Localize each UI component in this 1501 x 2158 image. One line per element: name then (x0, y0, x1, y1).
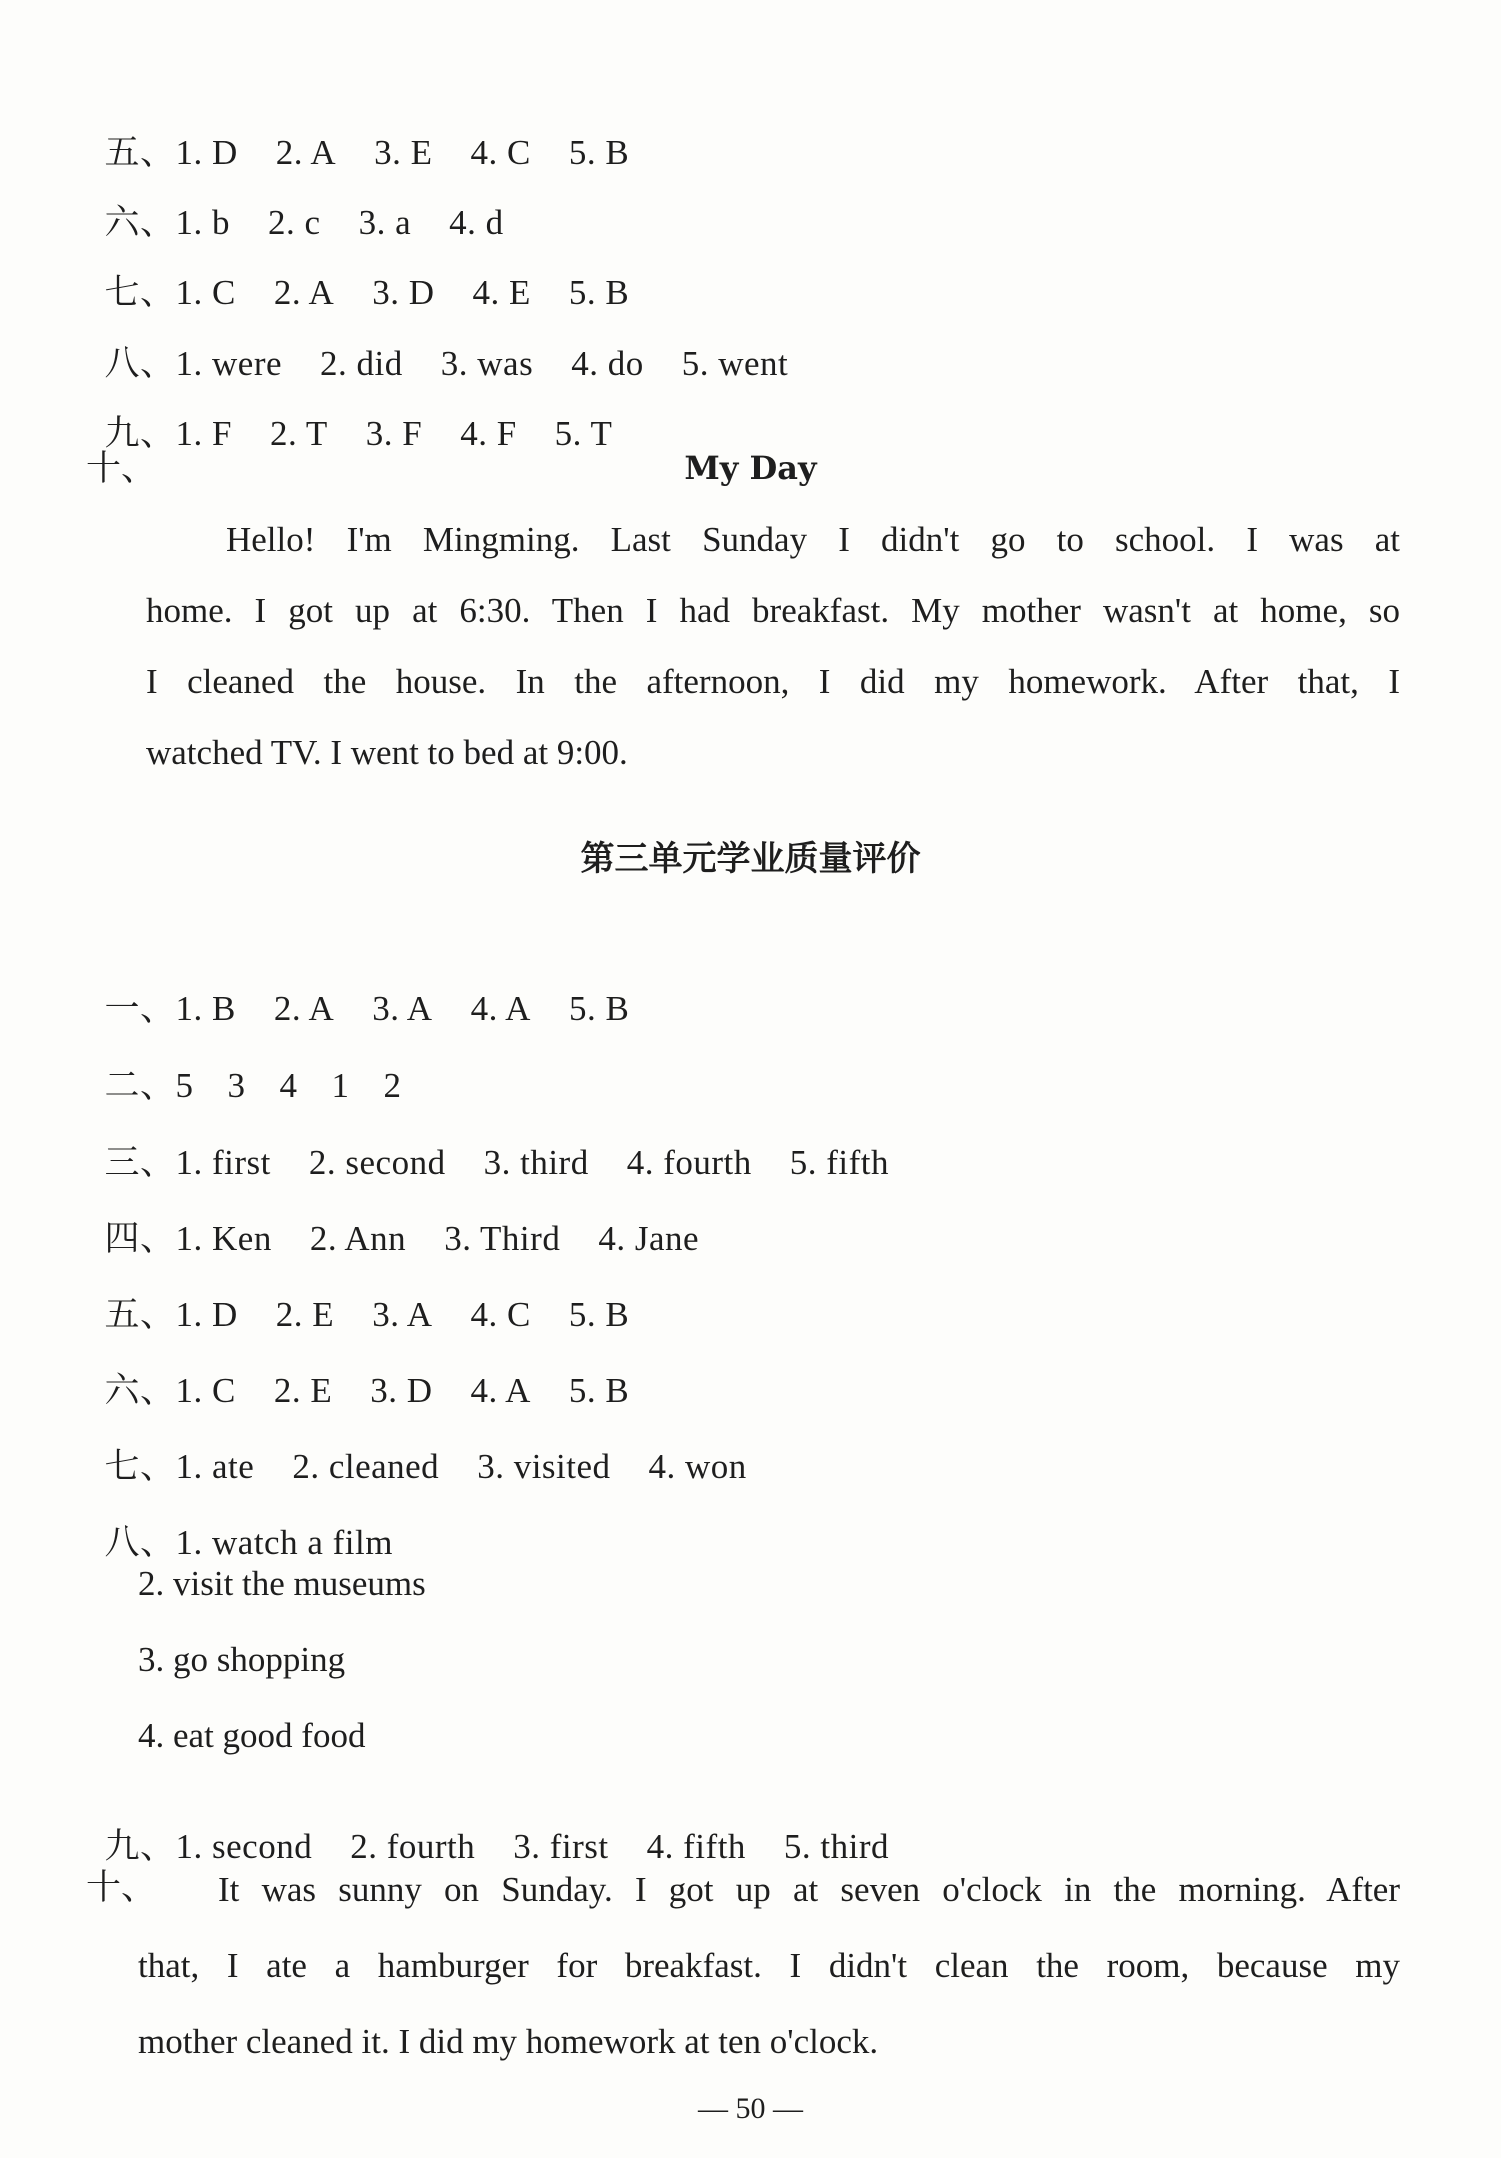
essay-line: home. I got up at 6:30. Then I had breakfast. My mother wasn't at home, so (146, 591, 1400, 630)
answer-item: 2. E (273, 1371, 333, 1410)
question-label: 九、 (104, 414, 176, 453)
answer-row-u3-q3 (86, 1110, 889, 1180)
essay-line: Hello! I'm Mingming. Last Sunday I didn't go to school. I was at (226, 520, 1400, 559)
answer-item: 5. B (568, 133, 630, 172)
answer-item: 5. B (568, 1371, 630, 1410)
answer-item: 5. B (568, 989, 630, 1028)
answer-subline: 2. visit the museums (138, 1564, 426, 1603)
answer-item: 1. B (175, 989, 236, 1028)
answer-item: 2. T (269, 414, 328, 453)
answer-row-u2-q9 (86, 381, 612, 451)
essay-line: that, I ate a hamburger for breakfast. I didn't clean the room, because my (138, 1946, 1400, 1985)
essay-paragraph-u3 (138, 1852, 1400, 2080)
answer-item: 1. C (175, 273, 236, 312)
essay-line: It was sunny on Sunday. I got up at seven o'clock in the morning. After (218, 1870, 1400, 1909)
answer-item: 2. Ann (309, 1219, 407, 1258)
answer-item: 5. T (554, 414, 613, 453)
answer-item: 4. A (470, 989, 531, 1028)
answer-item: 5. fifth (789, 1143, 890, 1182)
answer-item: 4. won (648, 1447, 747, 1486)
answer-item: 2. cleaned (292, 1447, 440, 1486)
answer-item: 3. visited (477, 1447, 611, 1486)
question-label: 七、 (104, 273, 176, 312)
essay-line: watched TV. I went to bed at 9:00. (146, 733, 628, 772)
answer-item: 1. second (175, 1827, 313, 1866)
answer-item: 1. Ken (175, 1219, 272, 1258)
answer-item: 5. went (681, 344, 789, 383)
answer-item: 2 (383, 1066, 402, 1105)
question-label: 四、 (104, 1219, 176, 1258)
answer-item: 3. third (483, 1143, 589, 1182)
question-label-u3-q10: 十、 (86, 1868, 157, 1907)
answer-item: 1. F (175, 414, 232, 453)
answer-row-u3-q7 (86, 1414, 747, 1484)
page-number: — 50 — (698, 2092, 803, 2125)
question-label: 七、 (104, 1447, 176, 1486)
answer-item: 4 (279, 1066, 298, 1105)
question-label: 六、 (104, 1371, 176, 1410)
answer-row-u3-q2 (86, 1033, 402, 1103)
answer-item: 3. a (358, 203, 412, 242)
answer-row-u3-q6 (86, 1338, 629, 1408)
answer-item: 3. A (372, 989, 433, 1028)
answer-item: 4. d (449, 203, 504, 242)
answer-item: 3 (227, 1066, 246, 1105)
answer-item: 3. A (372, 1295, 433, 1334)
answer-item: 3. first (513, 1827, 609, 1866)
answer-item: 2. did (320, 344, 403, 383)
answer-item: 4. fourth (626, 1143, 752, 1182)
answer-item: 4. C (470, 1295, 531, 1334)
answer-item: 4. A (470, 1371, 531, 1410)
question-label: 八、 (104, 344, 176, 383)
answer-item: 4. C (470, 133, 531, 172)
answer-row-u3-q8 (86, 1490, 393, 1560)
answer-row-u2-q8 (86, 311, 788, 381)
answer-row-u3-q4 (86, 1186, 699, 1256)
essay-paragraph-u2 (146, 504, 1400, 788)
answer-item: 5 (175, 1066, 194, 1105)
answer-item: 1. ate (175, 1447, 255, 1486)
answer-item: 3. D (370, 1371, 433, 1410)
answer-item: 5. B (568, 1295, 630, 1334)
answer-row-u3-q5 (86, 1262, 629, 1332)
answer-item: 4. do (571, 344, 644, 383)
answer-item: 2. c (268, 203, 321, 242)
answer-item: 5. third (783, 1827, 890, 1866)
essay-line: mother cleaned it. I did my homework at ten o'clock. (138, 2022, 879, 2061)
answer-item: 5. B (568, 273, 630, 312)
answer-item: 4. fifth (646, 1827, 746, 1866)
answer-item: 2. second (308, 1143, 446, 1182)
answer-item: 1. b (175, 203, 231, 242)
answer-row-u2-q5 (86, 100, 629, 170)
question-label: 一、 (104, 989, 176, 1028)
answer-item: 3. D (372, 273, 435, 312)
answer-item: 2. A (273, 273, 335, 312)
answer-item: 4. F (460, 414, 517, 453)
answer-item: 3. F (365, 414, 423, 453)
section-title: 第三单元学业质量评价 (580, 839, 921, 879)
question-label: 五、 (104, 133, 176, 172)
answer-item: 2. fourth (350, 1827, 476, 1866)
answer-item: 2. A (275, 133, 337, 172)
question-label: 五、 (104, 1295, 176, 1334)
answer-subline: 3. go shopping (138, 1640, 346, 1679)
question-label: 三、 (104, 1143, 176, 1182)
answer-item: 1. were (175, 344, 283, 383)
answer-item: 1 (331, 1066, 350, 1105)
answer-row-u2-q7 (86, 240, 629, 310)
answer-row-u3-q1 (86, 956, 629, 1026)
essay-title: My Day (684, 449, 817, 487)
answer-item: 1. D (175, 1295, 238, 1334)
answer-item: 1. C (175, 1371, 236, 1410)
answer-item: 3. Third (444, 1219, 561, 1258)
question-label: 九、 (104, 1827, 176, 1866)
answer-item: 4. E (472, 273, 531, 312)
answer-item: 4. Jane (598, 1219, 700, 1258)
question-label-u2-q10: 十、 (86, 449, 157, 488)
answer-item: 3. E (374, 133, 433, 172)
answer-item: 1. watch a film (175, 1523, 393, 1562)
answer-row-u2-q6 (86, 170, 504, 240)
answer-subline: 4. eat good food (138, 1716, 366, 1755)
question-label: 六、 (104, 203, 176, 242)
answer-item: 3. was (440, 344, 534, 383)
answer-item: 2. A (273, 989, 335, 1028)
question-label: 八、 (104, 1523, 176, 1562)
answer-item: 1. first (175, 1143, 271, 1182)
answer-item: 1. D (175, 133, 238, 172)
question-label: 二、 (104, 1066, 176, 1105)
essay-line: I cleaned the house. In the afternoon, I did my homework. After that, I (146, 662, 1400, 701)
answer-item: 2. E (275, 1295, 335, 1334)
